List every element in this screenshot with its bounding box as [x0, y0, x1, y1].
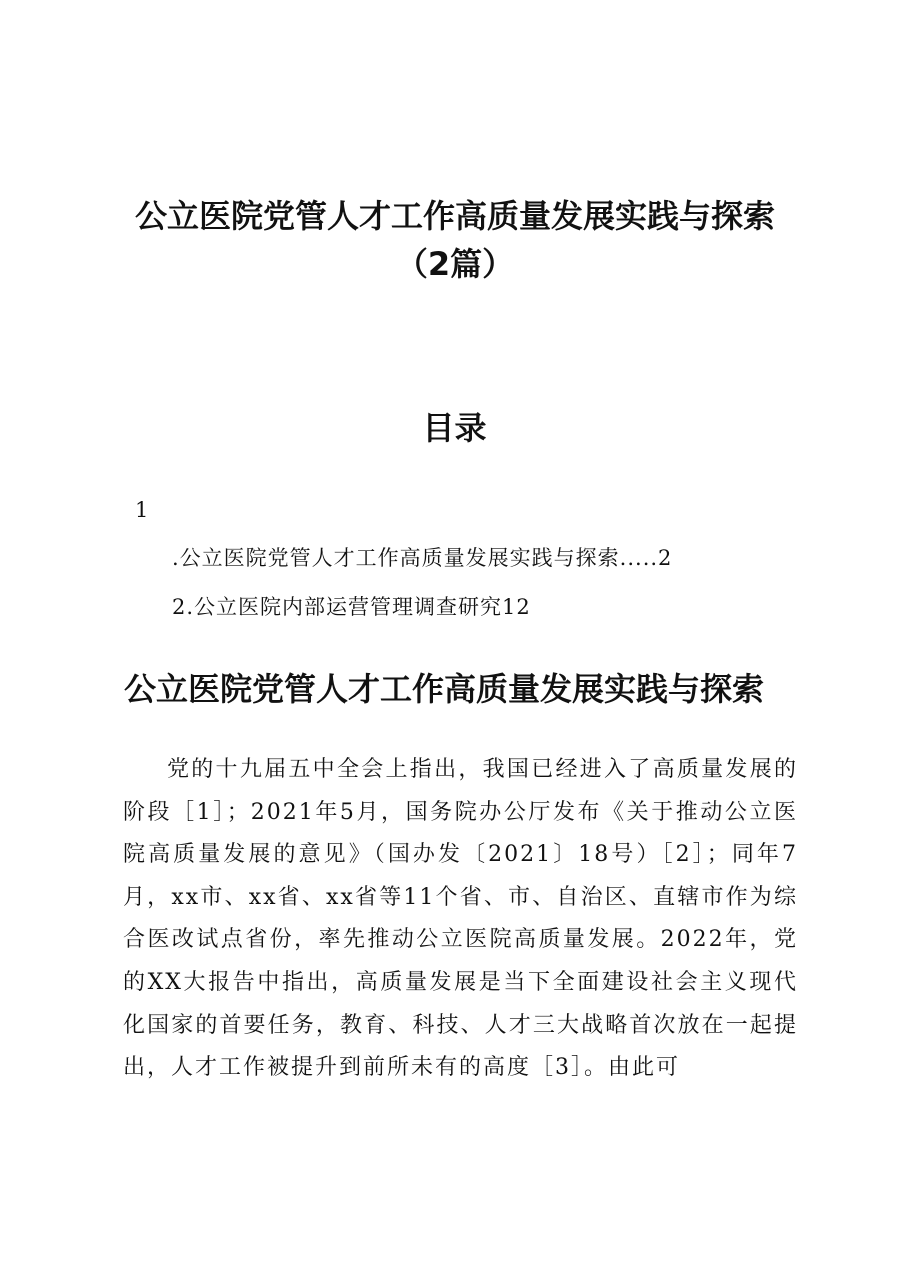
- toc-item-2[interactable]: 2.公立医院内部运营管理调查研究12: [172, 595, 531, 619]
- document-title: [100, 192, 810, 288]
- article-paragraph: 党的十九届五中全会上指出，我国已经进入了高质量发展的阶段［1］；2021年5月，国务院办公厅发布《关于推动公立医院高质量发展的意见》（国办发〔2021〕18号）［2］；同年7月，xx市、xx省、xx省等11个省、市、自治区、直辖市作为综合医改试点省份，率先推动公立医院高质量发展。2022年，党的XX大报告中指出，高质量发展是当下全面建设社会主义现代化国家的首要任务，教育、科技、人才三大战略首次放在一起提出，人才工作被提升到前所未有的高度［3］。由此可: [123, 757, 798, 1081]
- toc-heading: 目录: [422, 409, 487, 447]
- document-title-line-1: 公立医院党管人才工作高质量发展实践与探索: [134, 197, 775, 235]
- toc-number: 1: [135, 498, 149, 522]
- toc-item-1[interactable]: .公立医院党管人才工作高质量发展实践与探索.....2: [172, 546, 673, 570]
- document-title-line-2: （2篇）: [395, 245, 515, 283]
- article-title: 公立医院党管人才工作高质量发展实践与探索: [124, 670, 765, 708]
